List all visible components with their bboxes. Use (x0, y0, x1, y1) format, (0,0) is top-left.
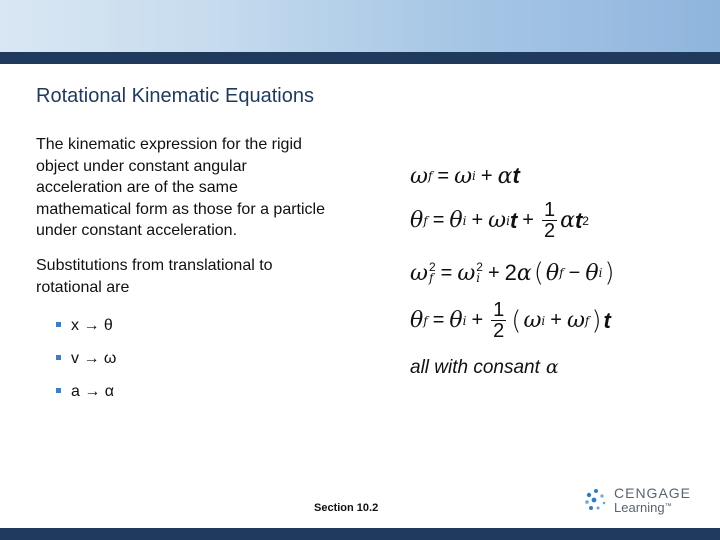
intro-paragraph: The kinematic expression for the rigid object under constant angular acceleration are of the same mathematical form as those for a particle under constant acceleration. (36, 136, 326, 239)
list-item (56, 309, 116, 342)
logo-word-learning: Learning™ (614, 500, 672, 515)
slide-title: Rotational Kinematic Equations (36, 85, 314, 107)
section-footer: Section 10.2 (314, 502, 379, 514)
bullet-icon (56, 322, 61, 327)
fraction-one-half: $\frac{1}{2}$ (543, 199, 556, 242)
list-item (56, 342, 116, 375)
bottom-bar (0, 528, 720, 540)
top-bar (0, 52, 720, 64)
substitution-list (56, 309, 116, 408)
list-item-text: x → θ (71, 316, 113, 334)
logo-word-cengage: CENGAGE (614, 485, 692, 501)
cengage-logo-icon (584, 488, 608, 514)
logo-text (614, 486, 691, 515)
list-item (56, 375, 116, 408)
equation-angular-position: θ f = θ i + ω i t + $\frac{1}{2}$ α t 2 (410, 199, 589, 242)
bullet-icon (56, 355, 61, 360)
equation-angular-velocity: ω f = ω i + α t (410, 163, 520, 189)
substitution-paragraph: Substitutions from translational to rotational are (36, 257, 273, 296)
fraction-one-half: $\frac{1}{2}$ (493, 299, 505, 342)
list-item-text: v → ω (71, 349, 117, 367)
cengage-logo (584, 486, 691, 515)
top-banner (0, 0, 720, 52)
equation-average-velocity: θ f = θ i + $\frac{1}{2}$ ( ω i + ω f ) t (410, 299, 611, 342)
bullet-icon (56, 388, 61, 393)
constant-alpha-note: all with consant α (410, 356, 559, 378)
equation-velocity-squared: ω 2 f = ω 2 i + 2 α ( θ f − θ i ) (410, 258, 615, 288)
list-item-text: a → α (71, 382, 115, 400)
